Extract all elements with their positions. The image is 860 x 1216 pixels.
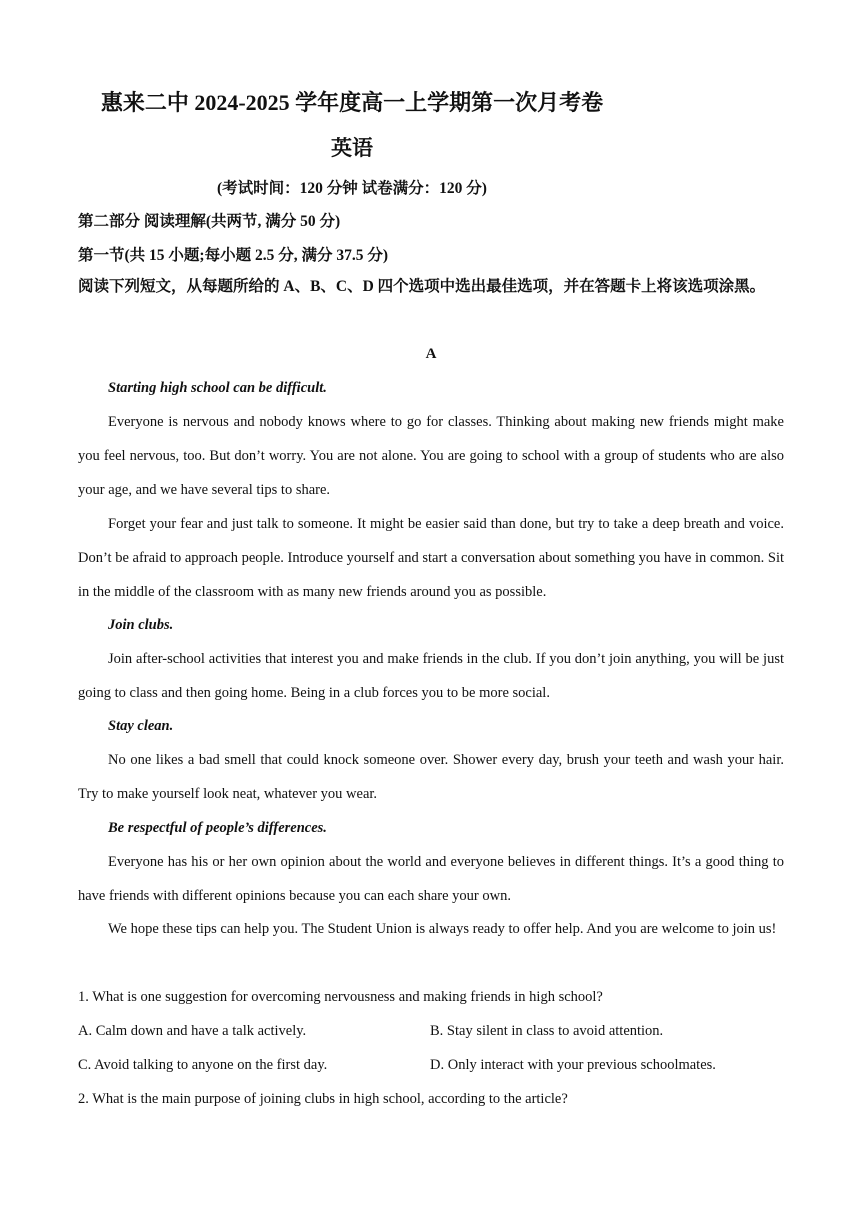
- passage-heading-clubs: Join clubs.: [108, 617, 174, 633]
- passage-paragraph-2: Forget your fear and just talk to someone. It might be easier said than done, but try to take a deep breath and voice. Don’t be afraid to approach people. Introduce yourself and start a conversation about something you have in common. Sit in the middle of the classroom with as many new friends around you as possible.: [78, 516, 785, 600]
- passage-heading-respect: Be respectful of people’s differences.: [108, 820, 327, 836]
- question-1-option-b: B. Stay silent in class to avoid attention.: [430, 1023, 664, 1039]
- passage-label: A: [425, 346, 437, 362]
- subject-title: 英语: [331, 136, 373, 160]
- passage-paragraph-3: Join after-school activities that interest you and make friends in the club. If you don’t join anything, you will be just going to class and then going home. Being in a club forces you to be more social.: [78, 651, 784, 701]
- exam-info: (考试时间：120 分钟 试卷满分：120 分): [217, 180, 487, 197]
- question-2-stem: 2. What is the main purpose of joining clubs in high school, according to the article?: [78, 1091, 568, 1107]
- passage-paragraph-5: Everyone has his or her own opinion about the world and everyone believes in different things. It’s a good thing to have friends with different opinions because you can each share your own.: [78, 854, 784, 904]
- passage-paragraph-4: No one likes a bad smell that could knock someone over. Shower every day, brush your teeth and wash your hair. Try to make yourself look neat, whatever you wear.: [78, 752, 784, 802]
- section-part-heading: 第二部分 阅读理解(共两节, 满分 50 分): [78, 213, 341, 230]
- exam-title: 惠来二中 2024-2025 学年度高一上学期第一次月考卷: [100, 90, 604, 115]
- passage-heading-starting: Starting high school can be difficult.: [108, 380, 327, 396]
- section-instructions: 阅读下列短文，从每题所给的 A、B、C、D 四个选项中选出最佳选项，并在答题卡上将该选项涂黑。: [78, 278, 766, 295]
- question-1-option-d: D. Only interact with your previous schoolmates.: [430, 1057, 716, 1073]
- passage-heading-clean: Stay clean.: [108, 718, 174, 734]
- section-subpart-heading: 第一节(共 15 小题;每小题 2.5 分, 满分 37.5 分): [78, 247, 388, 264]
- question-1-stem: 1. What is one suggestion for overcoming nervousness and making friends in high school?: [78, 989, 603, 1005]
- passage-paragraph-6: We hope these tips can help you. The Student Union is always ready to offer help. And you are welcome to join us!: [108, 921, 777, 937]
- passage-paragraph-1: Everyone is nervous and nobody knows where to go for classes. Thinking about making new friends might make you feel nervous, too. But don’t worry. You are not alone. You are going to school with a group of students who are also your age, and we have several tips to share.: [78, 414, 784, 498]
- question-1-option-a: A. Calm down and have a talk actively.: [78, 1023, 307, 1039]
- question-1-option-c: C. Avoid talking to anyone on the first day.: [78, 1057, 328, 1073]
